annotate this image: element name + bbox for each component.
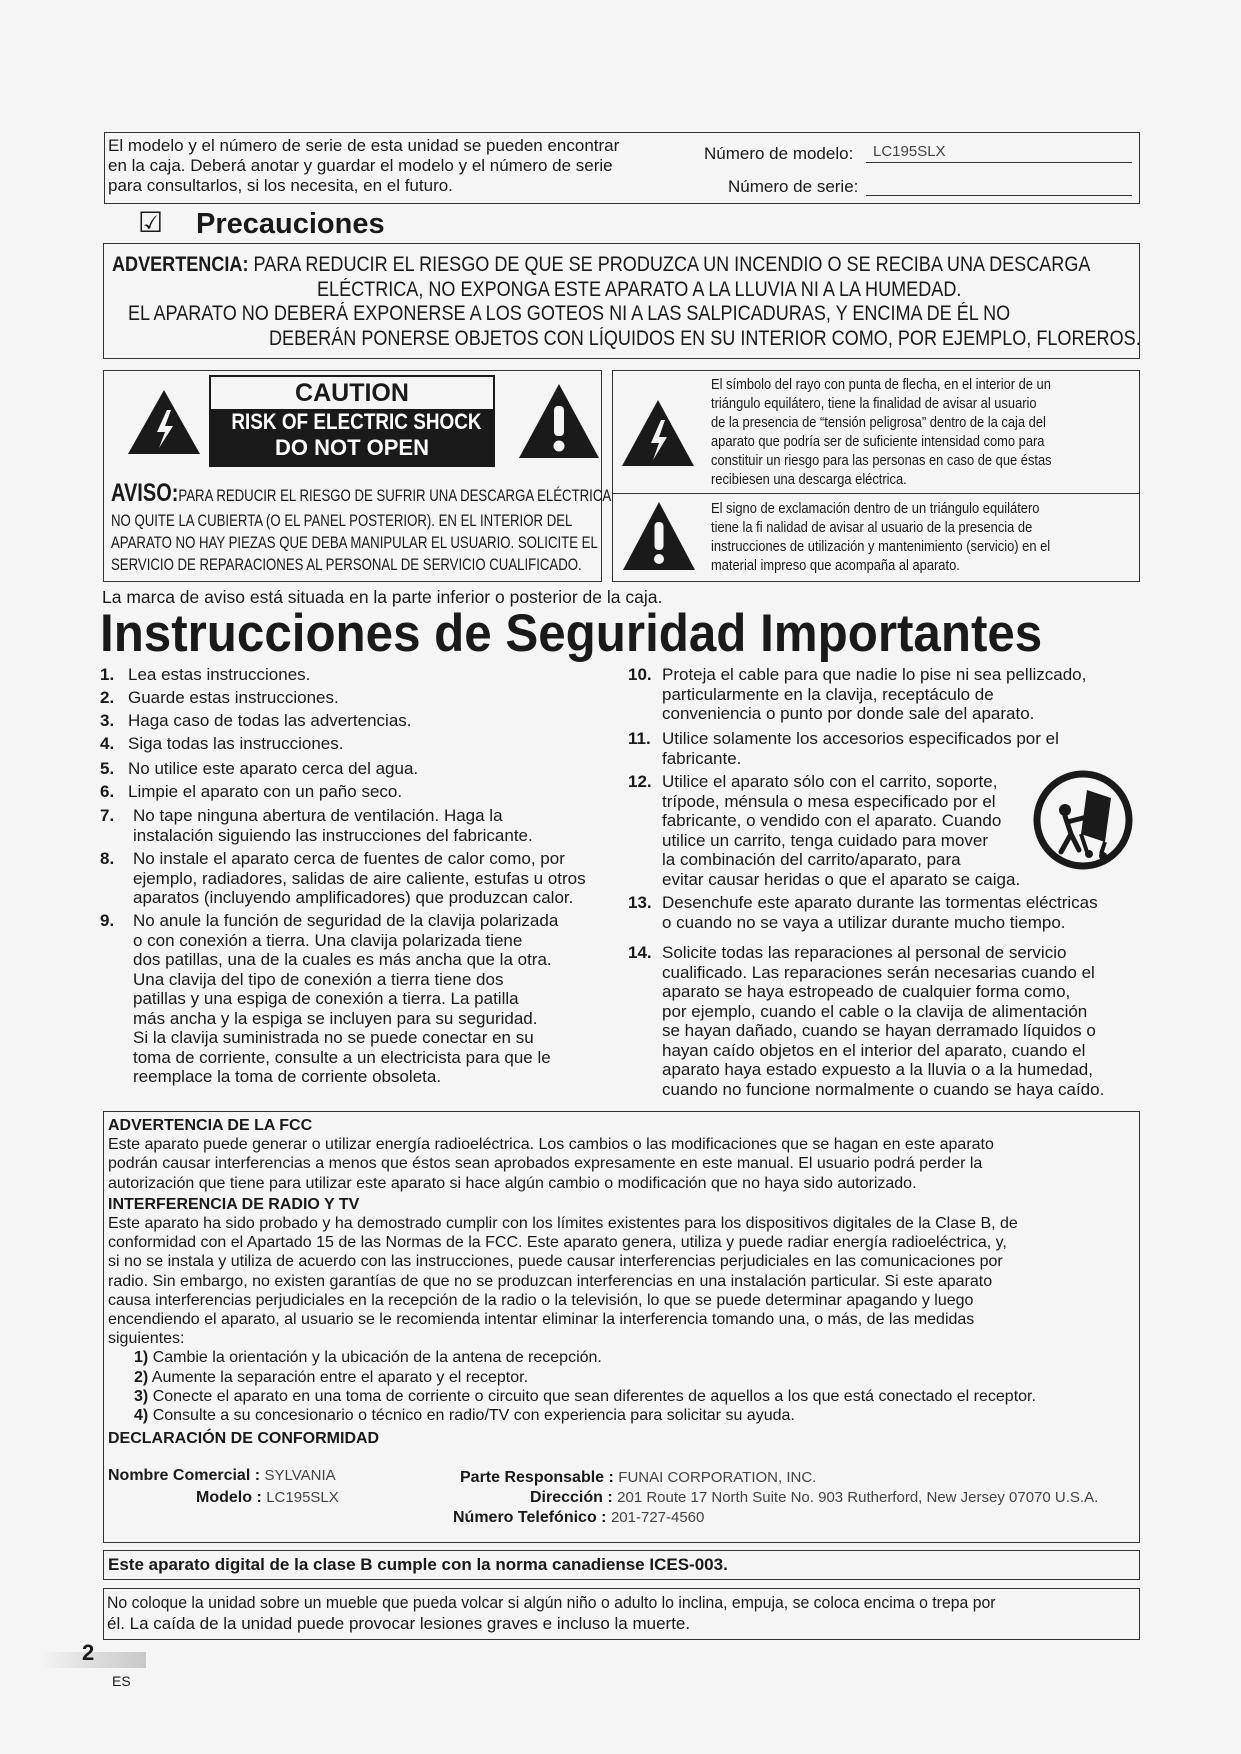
aviso-line: NO QUITE LA CUBIERTA (O EL PANEL POSTERIOR). EN EL INTERIOR DEL <box>111 512 573 530</box>
instruction-number: 8. <box>100 849 115 868</box>
measure-item: 1) Cambie la orientación y la ubicación de la antena de recepción. <box>134 1349 602 1367</box>
instruction-number: 12. <box>628 772 652 791</box>
instruction-number: 6. <box>100 782 115 801</box>
symbols-divider <box>612 493 1140 494</box>
instruction-number: 10. <box>628 665 652 684</box>
instruction-item <box>100 806 533 845</box>
caution-open-line: DO NOT OPEN <box>274 435 429 460</box>
instruction-text: instalación siguiendo las instrucciones del fabricante. <box>133 825 533 845</box>
trade-name-value: SYLVANIA <box>264 1467 336 1484</box>
instruction-text: Guarde estas instrucciones. <box>128 688 339 707</box>
instruction-text: trípode, ménsula o mesa especificado por el <box>662 791 996 811</box>
caution-label <box>209 375 495 467</box>
instruction-item <box>628 772 1020 889</box>
exclamation-explanation <box>711 499 1105 575</box>
instruction-text: la combinación del carrito/aparato, para <box>662 850 961 869</box>
caution-title: CAUTION <box>211 377 493 409</box>
phone-value: 201-727-4560 <box>610 1509 705 1526</box>
lightning-line: constituir un riesgo para las personas en caso de que éstas <box>711 452 1052 469</box>
cart-warning-icon <box>1031 770 1135 870</box>
trade-name-row: Nombre Comercial : SYLVANIA <box>108 1467 336 1484</box>
instruction-item <box>100 849 586 908</box>
instruction-text: Solicite todas las reparaciones al personal de servicio <box>662 943 1067 962</box>
warning-line: PARA REDUCIR EL RIESGO DE QUE SE PRODUZCA UN INCENDIO O SE RECIBA UNA DESCARGA <box>253 253 1091 276</box>
instruction-text: No instale el aparato cerca de fuentes de calor como, por <box>133 849 565 868</box>
tipover-line: No coloque la unidad sobre un mueble que pueda volcar si algún niño o adulto lo inclina, empuja, se coloca encima o trepa por <box>107 1593 996 1612</box>
lightning-line: triángulo equilátero, tiene la finalidad de avisar al usuario <box>711 395 1037 412</box>
lightning-explanation <box>711 375 1107 489</box>
instruction-text: Siga todas las instrucciones. <box>128 734 344 753</box>
serial-info-line: para consultarlos, si los necesita, en el futuro. <box>108 176 453 195</box>
instruction-text: toma de corriente, consulte a un electricista para que le <box>133 1047 551 1067</box>
model-value: LC195SLX <box>266 1489 339 1506</box>
instruction-number: 11. <box>628 729 651 748</box>
aviso-text <box>111 479 612 576</box>
instruction-number: 3. <box>100 711 115 730</box>
fcc-line: radio. Sin embargo, no existen garantías de que no se produzcan interferencias en una instalación particular. Si este aparato <box>108 1272 993 1290</box>
fcc-line: causa interferencias perjudiciales en la recepción de la radio o la televisión, lo que se puede determinar apagando y luego <box>108 1291 974 1309</box>
aviso-line: SERVICIO DE REPARACIONES AL PERSONAL DE SERVICIO CUALIFICADO. <box>111 556 582 574</box>
instruction-item <box>628 729 1059 768</box>
fcc-line: autorización que tiene para utilizar este aparato si hace algún cambio o modificación que no haya sido autorizado. <box>108 1174 917 1192</box>
instruction-text: o cuando no se vaya a utilizar durante mucho tiempo. <box>662 912 1066 932</box>
instruction-text: ejemplo, radiadores, salidas de aire caliente, estufas u otros <box>133 868 586 888</box>
warning-text <box>112 253 1141 351</box>
instruction-text: Desenchufe este aparato durante las tormentas eléctricas <box>662 893 1098 912</box>
conformity-heading: DECLARACIÓN DE CONFORMIDAD <box>108 1430 380 1448</box>
instruction-text: cuando no funcione normalmente o cuando se haya caído. <box>662 1079 1105 1099</box>
instruction-item <box>628 893 1098 932</box>
instruction-text: particularmente en la clavija, receptáculo de <box>662 684 994 704</box>
instruction-text: Haga caso de todas las advertencias. <box>128 711 412 730</box>
instruction-text: fabricante. <box>662 748 742 768</box>
instruction-text: evitar causar heridas o que el aparato se caiga. <box>662 869 1021 889</box>
ices-statement: Este aparato digital de la clase B cumple con la norma canadiense ICES-003. <box>108 1555 728 1574</box>
instruction-number: 13. <box>628 893 652 912</box>
model-row: Modelo : LC195SLX <box>196 1489 339 1506</box>
main-title: Instrucciones de Seguridad Importantes <box>100 604 1043 663</box>
interference-paragraph <box>108 1214 1136 1348</box>
instruction-text: Limpie el aparato con un paño seco. <box>128 782 403 801</box>
aviso-line: APARATO NO HAY PIEZAS QUE DEBA MANIPULAR EL USUARIO. SOLICITE EL <box>111 534 598 552</box>
address-value: 201 Route 17 North Suite No. 903 Rutherford, New Jersey 07070 U.S.A. <box>617 1489 1099 1506</box>
exclamation-line: material impreso que acompaña al aparato. <box>711 557 960 574</box>
model-number-label: Número de modelo: <box>704 144 854 163</box>
tipover-line: él. La caída de la unidad puede provocar lesiones graves e incluso la muerte. <box>107 1614 691 1633</box>
instruction-item <box>100 711 412 731</box>
fcc-paragraph <box>108 1135 1136 1193</box>
instruction-number: 1. <box>100 665 115 684</box>
instruction-number: 7. <box>100 806 115 825</box>
serial-info-text <box>108 136 619 196</box>
instruction-number: 5. <box>100 759 115 778</box>
fcc-content <box>108 1116 1136 1448</box>
lightning-line: El símbolo del rayo con punta de flecha, en el interior de un <box>711 376 1051 393</box>
fcc-line: Este aparato puede generar o utilizar energía radioeléctrica. Los cambios o las modificaciones que se hagan en este aparato <box>108 1136 994 1154</box>
fcc-heading: ADVERTENCIA DE LA FCC <box>108 1117 313 1134</box>
aviso-label: AVISO: <box>111 479 179 507</box>
measures-list <box>108 1348 1136 1425</box>
page-number: 2 <box>82 1640 95 1665</box>
instruction-text: aparato haya estado expuesto a la lluvia o a la humedad, <box>662 1060 1093 1079</box>
instruction-text: patillas y una espiga de conexión a tierra. La patilla <box>133 989 519 1008</box>
instruction-text: No utilice este aparato cerca del agua. <box>128 759 419 778</box>
instruction-text: Utilice el aparato sólo con el carrito, soporte, <box>662 772 998 791</box>
instruction-text: conveniencia o punto por donde sale del aparato. <box>662 704 1035 723</box>
serial-number-underline <box>866 195 1132 196</box>
aviso-line: PARA REDUCIR EL RIESGO DE SUFRIR UNA DESCARGA ELÉCTRICA <box>178 487 612 505</box>
checkbox-icon: ☑ <box>138 207 164 238</box>
instruction-item <box>100 782 402 802</box>
lightning-line: recibiesen una descarga eléctrica. <box>711 471 907 488</box>
measure-item: 3) Conecte el aparato en una toma de corriente o circuito que sean diferentes de aquellos a los que está conectado el receptor. <box>134 1387 1036 1405</box>
model-number-value: LC195SLX <box>873 143 946 160</box>
instruction-text: Una clavija del tipo de conexión a tierra tiene dos <box>133 969 504 989</box>
instruction-item <box>100 734 343 754</box>
fcc-line: si no se instala y utiliza de acuerdo con las instrucciones, puede causar interferencias perjudiciales en las comunicaciones por <box>108 1253 1003 1271</box>
address-row: Dirección : 201 Route 17 North Suite No. 903 Rutherford, New Jersey 07070 U.S.A. <box>530 1489 1099 1506</box>
instruction-text: se hayan dañado, cuando se hayan derramado líquidos o <box>662 1021 1096 1040</box>
page-language: ES <box>112 1673 131 1689</box>
instruction-number: 9. <box>100 911 115 930</box>
instruction-text: utilice un carrito, tenga cuidado para mover <box>662 830 989 850</box>
instruction-item <box>100 688 339 708</box>
serial-info-line: en la caja. Deberá anotar y guardar el modelo y el número de serie <box>108 156 613 175</box>
lightning-triangle-icon <box>620 398 696 468</box>
exclamation-triangle-icon <box>621 500 697 572</box>
instruction-text: fabricante, o vendido con el aparato. Cuando <box>662 811 1002 830</box>
instruction-text: Lea estas instrucciones. <box>128 665 311 684</box>
lightning-triangle-icon <box>126 388 202 456</box>
fcc-line: Este aparato ha sido probado y ha demostrado cumplir con los límites existentes para los dispositivos digitales de la Clase B, de <box>108 1215 1018 1233</box>
instruction-text: Utilice solamente los accesorios especificados por el <box>662 729 1059 748</box>
lightning-line: aparato que podría ser de suficiente intensidad como para <box>711 433 1045 450</box>
instruction-number: 14. <box>628 943 652 962</box>
instruction-item <box>628 943 1104 1099</box>
model-number-underline <box>866 162 1132 163</box>
responsible-party-row: Parte Responsable : FUNAI CORPORATION, INC. <box>460 1469 817 1486</box>
instruction-text: o con conexión a tierra. Una clavija polarizada tiene <box>133 930 523 950</box>
warning-line: ELÉCTRICA, NO EXPONGA ESTE APARATO A LA LLUVIA NI A LA HUMEDAD. <box>317 277 962 301</box>
instruction-text: dos patillas, una de la cuales es más ancha que la otra. <box>133 950 552 969</box>
instruction-text: cualificado. Las reparaciones serán necesarias cuando el <box>662 962 1095 982</box>
interference-heading: INTERFERENCIA DE RADIO Y TV <box>108 1195 360 1213</box>
exclamation-triangle-icon <box>517 382 601 460</box>
instruction-text: más ancha y la espiga se incluyen para su seguridad. <box>133 1008 538 1028</box>
serial-info-line: El modelo y el número de serie de esta unidad se pueden encontrar <box>108 136 620 155</box>
precauciones-title: Precauciones <box>196 208 385 240</box>
instruction-text: aparato se haya estropeado de cualquier forma como, <box>662 982 1071 1001</box>
phone-row: Número Telefónico : 201-727-4560 <box>453 1509 705 1526</box>
instruction-text: hayan caído objetos en el interior del aparato, cuando el <box>662 1040 1086 1060</box>
instruction-number: 2. <box>100 688 115 707</box>
lightning-line: de la presencia de “tensión peligrosa” dentro de la caja del <box>711 414 1046 431</box>
instruction-text: aparatos (incluyendo amplificadores) que produzcan calor. <box>133 888 574 907</box>
instruction-text: Si la clavija suministrada no se puede conectar en su <box>133 1028 534 1047</box>
instruction-text: No tape ninguna abertura de ventilación. Haga la <box>133 806 503 825</box>
measure-item: 4) Consulte a su concesionario o técnico en radio/TV con experiencia para solicitar su ayuda. <box>134 1407 795 1425</box>
exclamation-line: tiene la fi nalidad de avisar al usuario de la presencia de <box>711 519 1033 536</box>
fcc-line: encendiendo el aparato, al usuario se le recomienda intentar eliminar la interferencia tomando una, o más, de las medidas <box>108 1311 975 1329</box>
responsible-party-value: FUNAI CORPORATION, INC. <box>618 1469 817 1486</box>
instruction-text: reemplace la toma de corriente obsoleta. <box>133 1067 442 1086</box>
caution-risk-line: RISK OF ELECTRIC SHOCK <box>231 409 482 434</box>
exclamation-line: instrucciones de utilización y mantenimiento (servicio) en el <box>711 538 1051 555</box>
tipover-warning <box>107 1592 1062 1634</box>
fcc-line: siguientes: <box>108 1330 185 1348</box>
instruction-number: 4. <box>100 734 115 753</box>
instruction-item <box>100 759 418 779</box>
instruction-text: por ejemplo, cuando el cable o la clavija de alimentación <box>662 1001 1088 1021</box>
instruction-text: Proteja el cable para que nadie lo pise ni sea pellizcado, <box>662 665 1087 684</box>
warning-line: EL APARATO NO DEBERÁ EXPONERSE A LOS GOTEOS NI A LAS SALPICADURAS, Y ENCIMA DE ÉL NO <box>128 302 1011 325</box>
warning-line: DEBERÁN PONERSE OBJETOS CON LÍQUIDOS EN SU INTERIOR COMO, POR EJEMPLO, FLOREROS. <box>269 326 1141 350</box>
measure-item: 2) Aumente la separación entre el aparato y el receptor. <box>134 1368 529 1386</box>
warning-label: ADVERTENCIA: <box>112 253 249 276</box>
instruction-item <box>100 911 558 1087</box>
fcc-line: podrán causar interferencias a menos que éstos sean aprobados expresamente en este manual. El usuario podrá perder la <box>108 1155 983 1173</box>
instruction-item <box>628 665 1086 724</box>
exclamation-line: El signo de exclamación dentro de un triángulo equilátero <box>711 500 1040 517</box>
serial-number-label: Número de serie: <box>728 177 859 196</box>
mark-location-note: La marca de aviso está situada en la parte inferior o posterior de la caja. <box>102 587 663 607</box>
instruction-item <box>100 665 310 685</box>
fcc-line: conformidad con el Apartado 15 de las Normas de la FCC. Este aparato genera, utiliza y puede radiar energía radioeléctrica, y, <box>108 1234 1007 1252</box>
instruction-text: No anule la función de seguridad de la clavija polarizada <box>133 911 559 930</box>
